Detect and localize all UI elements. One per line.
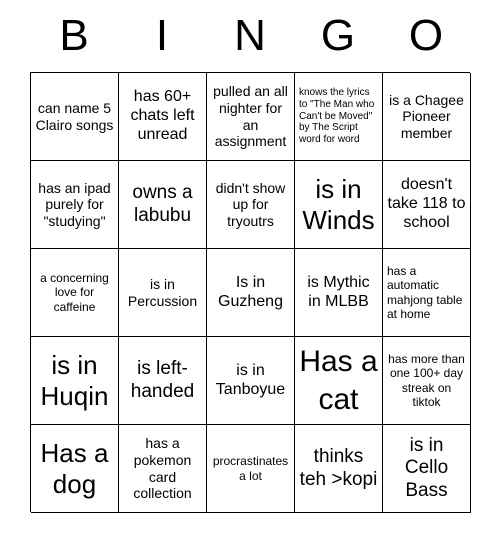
cell-text: is Mythic in MLBB xyxy=(307,273,370,310)
cell-text: thinks teh >kopi xyxy=(299,446,378,490)
cell-text: has an ipad purely for "studying" xyxy=(38,179,111,229)
cell-text: owns a labubu xyxy=(132,182,193,226)
bingo-cell[interactable] xyxy=(383,249,471,337)
bingo-cell[interactable] xyxy=(295,73,383,161)
bingo-cell[interactable] xyxy=(207,337,295,425)
cell-text: procrastinates a lot xyxy=(212,454,289,483)
cell-text: is in Huqin xyxy=(40,349,109,411)
cell-text: is in Tanboyue xyxy=(215,361,286,398)
cell-text: knows the lyrics to "The Man who Can't be Moved" by The Script word for word xyxy=(299,87,375,146)
bingo-cell[interactable] xyxy=(207,425,295,513)
cell-text: has a automatic mahjong table at home xyxy=(387,264,463,321)
bingo-cell[interactable] xyxy=(31,73,119,161)
bingo-cell[interactable] xyxy=(207,73,295,161)
cell-text: Is in Guzheng xyxy=(218,273,283,310)
bingo-cell[interactable] xyxy=(31,161,119,249)
bingo-board xyxy=(30,72,470,512)
cell-text: didn't show up for tryoutrs xyxy=(215,179,286,229)
cell-text: pulled an all nighter for an assignment xyxy=(213,83,288,150)
bingo-cell[interactable] xyxy=(295,425,383,513)
bingo-cell[interactable] xyxy=(119,249,207,337)
cell-text: is in Cello Bass xyxy=(404,434,449,501)
header-letter-o: O xyxy=(408,11,444,60)
bingo-cell[interactable] xyxy=(31,337,119,425)
cell-text: Has a dog xyxy=(40,437,109,499)
bingo-cell[interactable] xyxy=(119,161,207,249)
cell-text: is in Winds xyxy=(302,173,375,235)
bingo-cell[interactable] xyxy=(295,249,383,337)
cell-text: has more than one 100+ day streak on tiktok xyxy=(388,352,465,409)
cell-text: doesn't take 118 to school xyxy=(387,176,466,231)
bingo-cell[interactable] xyxy=(207,249,295,337)
header-letter-i: I xyxy=(155,11,169,60)
bingo-cell[interactable] xyxy=(383,73,471,161)
header-letter-g: G xyxy=(320,11,356,60)
bingo-cell[interactable] xyxy=(295,161,383,249)
cell-text: a concerning love for caffeine xyxy=(40,271,109,314)
bingo-header xyxy=(30,0,470,72)
bingo-cell[interactable] xyxy=(119,73,207,161)
cell-text: is left-handed xyxy=(130,358,195,402)
bingo-cell[interactable] xyxy=(383,337,471,425)
cell-text: has a pokemon card collection xyxy=(133,435,192,502)
cell-text: has 60+ chats left unread xyxy=(130,88,195,143)
bingo-cell[interactable] xyxy=(383,425,471,513)
bingo-cell[interactable] xyxy=(31,249,119,337)
cell-text: Has a cat xyxy=(299,345,378,416)
bingo-cell[interactable] xyxy=(31,425,119,513)
bingo-cell[interactable] xyxy=(119,425,207,513)
bingo-cell[interactable] xyxy=(383,161,471,249)
bingo-cell[interactable] xyxy=(119,337,207,425)
header-letter-b: B xyxy=(59,11,89,60)
cell-text: is a Chagee Pioneer member xyxy=(389,91,464,141)
bingo-cell[interactable] xyxy=(295,337,383,425)
cell-text: can name 5 Clairo songs xyxy=(35,99,114,133)
header-letter-n: N xyxy=(234,11,266,60)
cell-text: is in Percussion xyxy=(127,275,198,309)
bingo-cell[interactable] xyxy=(207,161,295,249)
